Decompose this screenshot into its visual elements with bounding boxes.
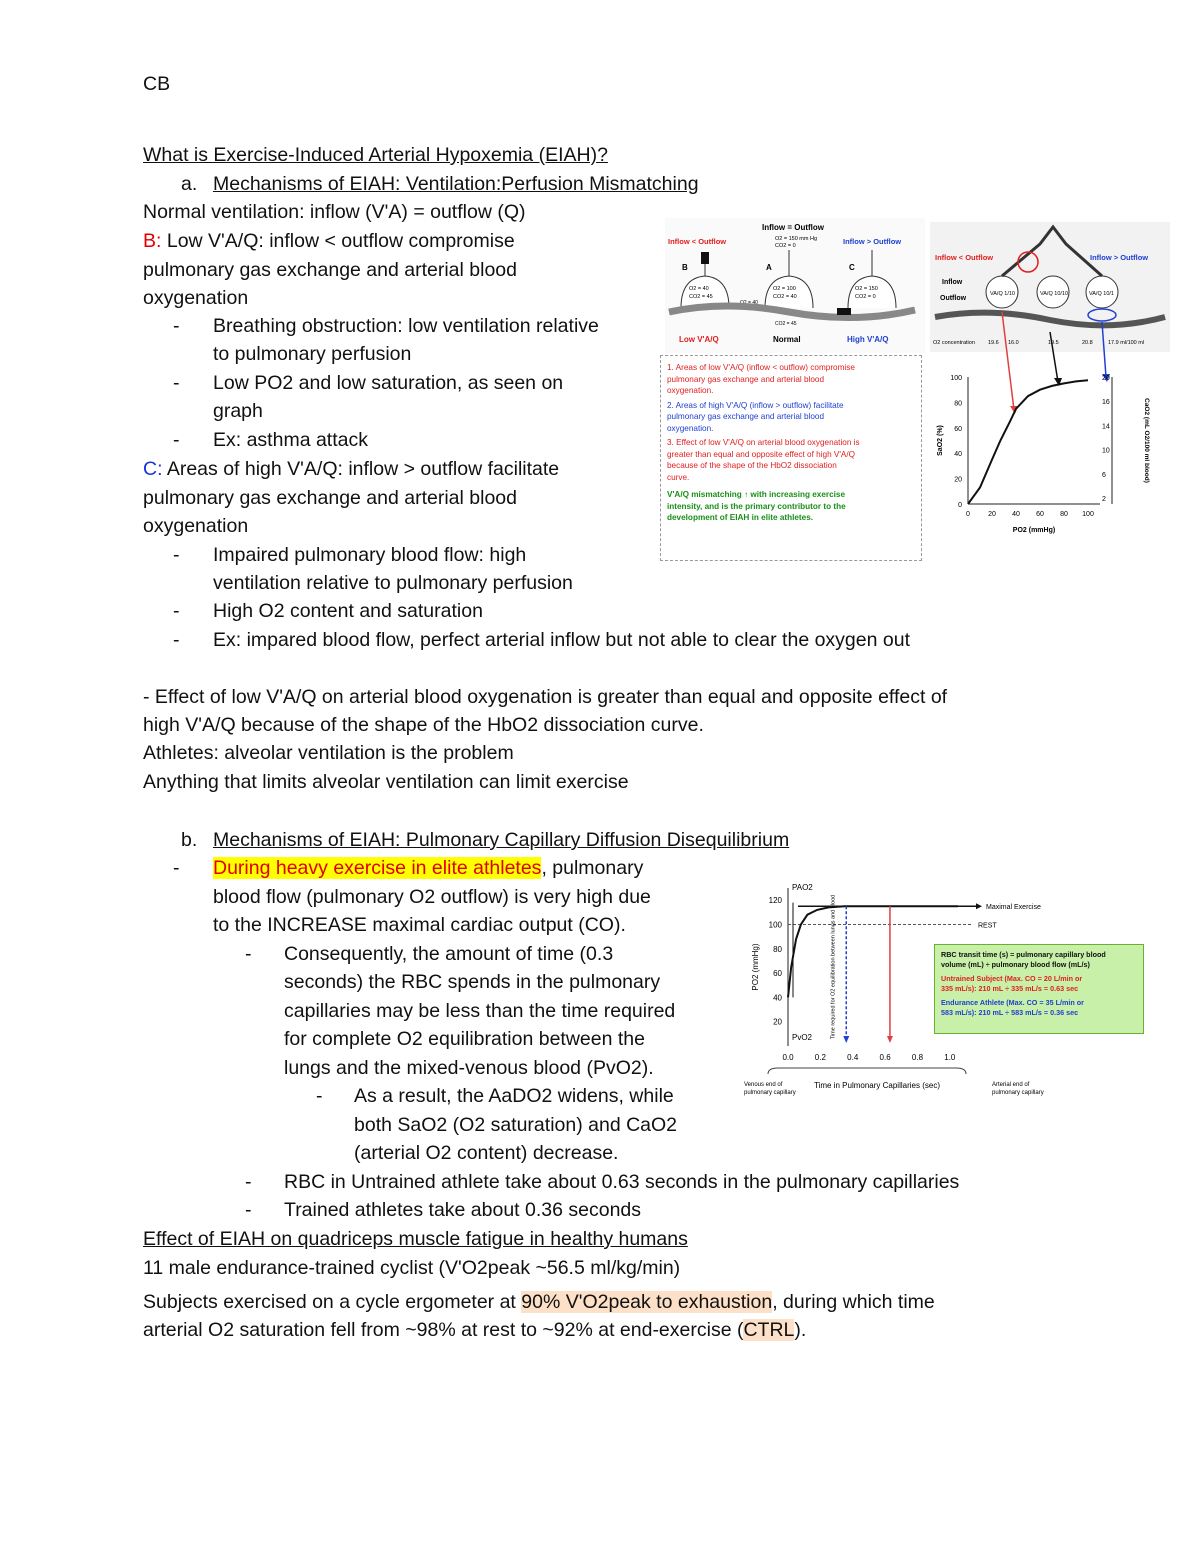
arterial-end-label-2: pulmonary capillary xyxy=(992,1090,1044,1096)
b-line-3: oxygenation xyxy=(143,287,249,309)
subjects-line xyxy=(143,1254,680,1283)
x-tick-label: 40 xyxy=(1012,511,1020,518)
x-tick-label: 1.0 xyxy=(944,1053,956,1062)
y2-tick-label: 14 xyxy=(1102,423,1110,431)
obstruction-block xyxy=(701,252,709,264)
letter-c: C xyxy=(849,263,855,272)
arterial-end-label: Arterial end of xyxy=(992,1082,1030,1088)
highlight-heavy-exercise: During heavy exercise in elite athletes xyxy=(213,857,542,879)
capillary-brace xyxy=(768,1068,966,1074)
c-o2: O2 = 150 xyxy=(855,286,878,292)
y-tick-label: 60 xyxy=(773,969,782,979)
inflow-gt-label-2: Inflow > Outflow xyxy=(1090,253,1149,262)
part-a-marker: a. xyxy=(181,173,198,195)
letter-a: A xyxy=(766,263,772,272)
summary-green-note: V'A/Q mismatching ↑ with increasing exercise intensity, and is the primary contributor to the development of EIAH in elite athletes. xyxy=(667,490,846,522)
b-para-line-3: to the INCREASE maximal cardiac output (CO). xyxy=(213,914,626,936)
y-tick-label: 20 xyxy=(773,1017,782,1027)
x-tick-label: 0.4 xyxy=(847,1053,859,1062)
y-axis-label: SaO2 (%) xyxy=(937,425,944,456)
rest-label: REST xyxy=(978,922,997,930)
conc-1: 19.6 xyxy=(988,340,999,346)
b-bullet-3: Ex: asthma attack xyxy=(213,429,368,451)
y-tick-label: 20 xyxy=(954,476,962,484)
x-tick-label: 0.6 xyxy=(879,1053,891,1062)
y2-tick-label: 10 xyxy=(1102,447,1110,455)
inflow-lt-label: Inflow < Outflow xyxy=(668,237,727,246)
ratio-1: VA/Q 1/10 xyxy=(990,291,1015,297)
o2-concentration-label: O2 concentration xyxy=(933,340,975,346)
bullet-dash: - xyxy=(173,629,180,651)
highlight-intensity: 90% V'O2peak to exhaustion xyxy=(521,1291,773,1313)
part-b-marker: b. xyxy=(181,829,198,851)
y-tick-label: 60 xyxy=(954,425,962,433)
rbc-transit-box xyxy=(934,944,1144,1034)
y-tick-label: 80 xyxy=(954,400,962,408)
b-line-2: pulmonary gas exchange and arterial blood xyxy=(143,259,517,281)
highlight-ctrl: CTRL xyxy=(743,1319,795,1341)
effect-line-2: high V'A/Q because of the shape of the HbO2 dissociation curve. xyxy=(143,714,704,736)
y-tick-label: 80 xyxy=(773,944,782,954)
capillary-o2: O2 = 40 xyxy=(740,300,758,306)
a-o2: O2 = 100 xyxy=(773,286,796,292)
inflow-lt-label-2: Inflow < Outflow xyxy=(935,253,994,262)
b-label: B: xyxy=(143,230,162,252)
subsub-line-3: (arterial O2 content) decrease. xyxy=(354,1142,619,1164)
x-axis-label: Time in Pulmonary Capillaries (sec) xyxy=(814,1081,940,1090)
a-top-co2: CO2 = 0 xyxy=(775,243,796,249)
effect-line-1: - Effect of low V'A/Q on arterial blood oxygenation is greater than equal and opposite effect of xyxy=(143,686,948,708)
y2-tick-label: 16 xyxy=(1102,399,1110,407)
summary-item-3: 3. Effect of low V'A/Q on arterial blood oxygenation is greater than equal and opposite effect of high V'A/Q because of the shape of the HbO2 dissociation curve. xyxy=(667,438,860,482)
a-top-o2: O2 = 150 mm Hg xyxy=(775,236,818,242)
c-bullet-1-line-1: Impaired pulmonary blood flow: high xyxy=(213,544,527,566)
pao2-label: PAO2 xyxy=(792,883,813,892)
protocol-line-1 xyxy=(143,1288,935,1317)
bullet-dash: - xyxy=(173,429,180,451)
athletes-line: Athletes: alveolar ventilation is the problem xyxy=(143,742,514,764)
b-para-line-1 xyxy=(213,854,643,883)
b-co2: CO2 = 45 xyxy=(689,294,713,300)
protocol-line-2 xyxy=(143,1316,806,1345)
hbo2-dissociation-chart xyxy=(937,375,1150,534)
equilibration-label: Time required for O2 equilibration between lungs and blood xyxy=(830,894,837,1040)
x-tick-label: 100 xyxy=(1082,511,1094,518)
y2-tick-label: 6 xyxy=(1102,471,1106,479)
bullet-dash: - xyxy=(173,315,180,337)
b-text: Low V'A/Q: inflow < outflow compromise xyxy=(161,230,515,252)
subsub-line-2: both SaO2 (O2 saturation) and CaO2 xyxy=(354,1114,678,1136)
c-line-2: pulmonary gas exchange and arterial blood xyxy=(143,487,517,509)
transit-formula: RBC transit time (s) = pulmonary capillary blood volume (mL) ÷ pulmonary blood flow (mL/s) xyxy=(941,950,1106,969)
sub-line-1: Consequently, the amount of time (0.3 xyxy=(284,943,614,965)
subsub-line-1: As a result, the AaDO2 widens, while xyxy=(354,1085,674,1107)
part-a-heading: Mechanisms of EIAH: Ventilation:Perfusion Mismatching xyxy=(213,173,699,195)
conc-5: 17.9 ml/100 ml xyxy=(1108,340,1145,346)
y-tick-label: 0 xyxy=(958,502,962,509)
y-tick-label: 40 xyxy=(954,451,962,459)
c-bullet-2: High O2 content and saturation xyxy=(213,600,483,622)
x-tick-label: 0.0 xyxy=(782,1053,794,1062)
y2-axis-label: CaO2 (mL O2/100 ml blood) xyxy=(1143,398,1150,483)
high-vaq-label: High V'A/Q xyxy=(847,335,889,344)
capillary-block xyxy=(837,308,851,315)
po2-curve-line xyxy=(788,906,958,997)
y2-tick-label: 2 xyxy=(1102,496,1106,503)
sub-line-5: lungs and the mixed-venous blood (PvO2). xyxy=(284,1057,654,1079)
hbo2-curve-line xyxy=(968,380,1088,504)
b-bullet-1-line-2: to pulmonary perfusion xyxy=(213,343,412,365)
bullet-dash: - xyxy=(173,857,180,879)
bullet-dash: - xyxy=(245,943,252,965)
b-para-line-2: blood flow (pulmonary O2 outflow) is very high due xyxy=(213,886,651,908)
c-line-3: oxygenation xyxy=(143,515,249,537)
bullet-dash: - xyxy=(316,1085,323,1107)
y-tick-label: 100 xyxy=(768,920,782,930)
y-tick-label: 40 xyxy=(773,993,782,1003)
subjects-text: male endurance-trained cyclist (V'O2peak ~56.5 ml/kg/min) xyxy=(163,1257,681,1279)
anything-line: Anything that limits alveolar ventilation can limit exercise xyxy=(143,771,629,793)
section-title: What is Exercise-Induced Arterial Hypoxemia (EIAH)? xyxy=(143,144,608,166)
bullet-dash: - xyxy=(173,544,180,566)
c-co2: CO2 = 0 xyxy=(855,294,876,300)
part-b-heading: Mechanisms of EIAH: Pulmonary Capillary Diffusion Disequilibrium xyxy=(213,829,790,851)
max-exercise-arrowhead xyxy=(976,903,982,909)
effect-heading: Effect of EIAH on quadriceps muscle fatigue in healthy humans xyxy=(143,1228,688,1250)
bullet-dash: - xyxy=(245,1199,252,1221)
x-tick-label: 0.2 xyxy=(814,1053,826,1062)
x-tick-label: 0.8 xyxy=(911,1053,924,1062)
x-tick-label: 60 xyxy=(1036,511,1044,518)
c-bullet-3: Ex: impared blood flow, perfect arterial inflow but not able to clear the oxygen out xyxy=(213,629,910,651)
summary-item-2: 2. Areas of high V'A/Q (inflow > outflow) facilitate pulmonary gas exchange and arterial blood oxygenation. xyxy=(667,400,844,433)
venous-end-label: Venous end of xyxy=(744,1082,783,1088)
conc-4: 20.8 xyxy=(1082,340,1093,346)
letter-b: B xyxy=(682,263,688,272)
x-tick-label: 0 xyxy=(966,511,970,518)
conc-2: 16.0 xyxy=(1008,340,1019,346)
bullet-dash: - xyxy=(173,372,180,394)
c-text: Areas of high V'A/Q: inflow > outflow facilitate xyxy=(162,458,560,480)
sub-line-3: capillaries may be less than the time required xyxy=(284,1000,676,1022)
inflow-label: Inflow xyxy=(942,279,963,286)
y-axis-label: PO2 (mmHg) xyxy=(751,943,760,991)
sub-line-4: for complete O2 equilibration between the xyxy=(284,1028,645,1050)
low-vaq-label: Low V'A/Q xyxy=(679,335,719,344)
max-exercise-label: Maximal Exercise xyxy=(986,904,1041,912)
b-o2: O2 = 40 xyxy=(689,286,709,292)
untrained-calc: Untrained Subject (Max. CO = 20 L/min or 335 mL/s): 210 mL ÷ 335 mL/s = 0.63 sec xyxy=(941,974,1083,993)
outflow-label: Outflow xyxy=(940,295,967,302)
y-tick-label: 100 xyxy=(950,375,962,382)
normal-ventilation: Normal ventilation: inflow (V'A) = outflow (Q) xyxy=(143,201,526,223)
capillary-co2: CO2 = 45 xyxy=(775,321,797,327)
b-bullet-2-line-1: Low PO2 and low saturation, as seen on xyxy=(213,372,564,394)
endurance-calc: Endurance Athlete (Max. CO = 35 L/min or 583 mL/s): 210 mL ÷ 583 mL/s = 0.36 sec xyxy=(941,998,1084,1017)
page-initials: CB xyxy=(143,73,171,95)
normal-label: Normal xyxy=(773,335,801,344)
c-bullet-1-line-2: ventilation relative to pulmonary perfusion xyxy=(213,572,573,594)
protocol-text-a: Subjects exercised on a cycle ergometer at xyxy=(143,1291,522,1313)
inflow-gt-label: Inflow > Outflow xyxy=(843,237,902,246)
protocol-text-d: ). xyxy=(794,1319,807,1341)
hbo2-figure xyxy=(930,222,1170,557)
subject-count: 11 xyxy=(143,1257,164,1279)
protocol-text-c: arterial O2 saturation fell from ~98% at rest to ~92% at end-exercise ( xyxy=(143,1319,744,1341)
protocol-text-b: , during which time xyxy=(772,1291,935,1313)
bullet-dash: - xyxy=(173,600,180,622)
x-tick-label: 80 xyxy=(1060,511,1068,518)
trained-line: Trained athletes take about 0.36 seconds xyxy=(284,1199,642,1221)
b-bullet-1-line-1: Breathing obstruction: low ventilation relative xyxy=(213,315,599,337)
untrained-marker-head xyxy=(887,1036,893,1043)
ratio-2: VA/Q 10/10 xyxy=(1040,291,1069,297)
summary-item-1: 1. Areas of low V'A/Q (inflow < outflow) compromise pulmonary gas exchange and arterial blood oxygenation. xyxy=(667,363,855,395)
vaq-alveoli-diagram xyxy=(665,218,925,353)
inflow-equal-label: Inflow = Outflow xyxy=(762,223,824,232)
y-tick-label: 120 xyxy=(768,896,782,906)
c-line-1 xyxy=(143,455,559,484)
b-line-1 xyxy=(143,227,515,256)
ratio-3: VA/Q 10/1 xyxy=(1089,291,1114,297)
c-label: C: xyxy=(143,458,163,480)
b-bullet-2-line-2: graph xyxy=(213,400,263,422)
pvo2-label: PvO2 xyxy=(792,1033,813,1042)
conc-3: 19.5 xyxy=(1048,340,1059,346)
vaq-summary-box xyxy=(660,355,922,561)
x-axis-label: PO2 (mmHg) xyxy=(1012,527,1056,534)
a-co2: CO2 = 40 xyxy=(773,294,797,300)
bullet-dash: - xyxy=(245,1171,252,1193)
b-para-rest: , pulmonary xyxy=(541,857,644,879)
untrained-line: RBC in Untrained athlete take about 0.63 seconds in the pulmonary capillaries xyxy=(284,1171,960,1193)
x-tick-label: 20 xyxy=(988,511,996,518)
y2-tick-label: 20 xyxy=(1102,375,1110,382)
sub-line-2: seconds) the RBC spends in the pulmonary xyxy=(284,971,661,993)
trained-marker-head xyxy=(843,1036,849,1043)
venous-end-label-2: pulmonary capillary xyxy=(744,1090,796,1096)
